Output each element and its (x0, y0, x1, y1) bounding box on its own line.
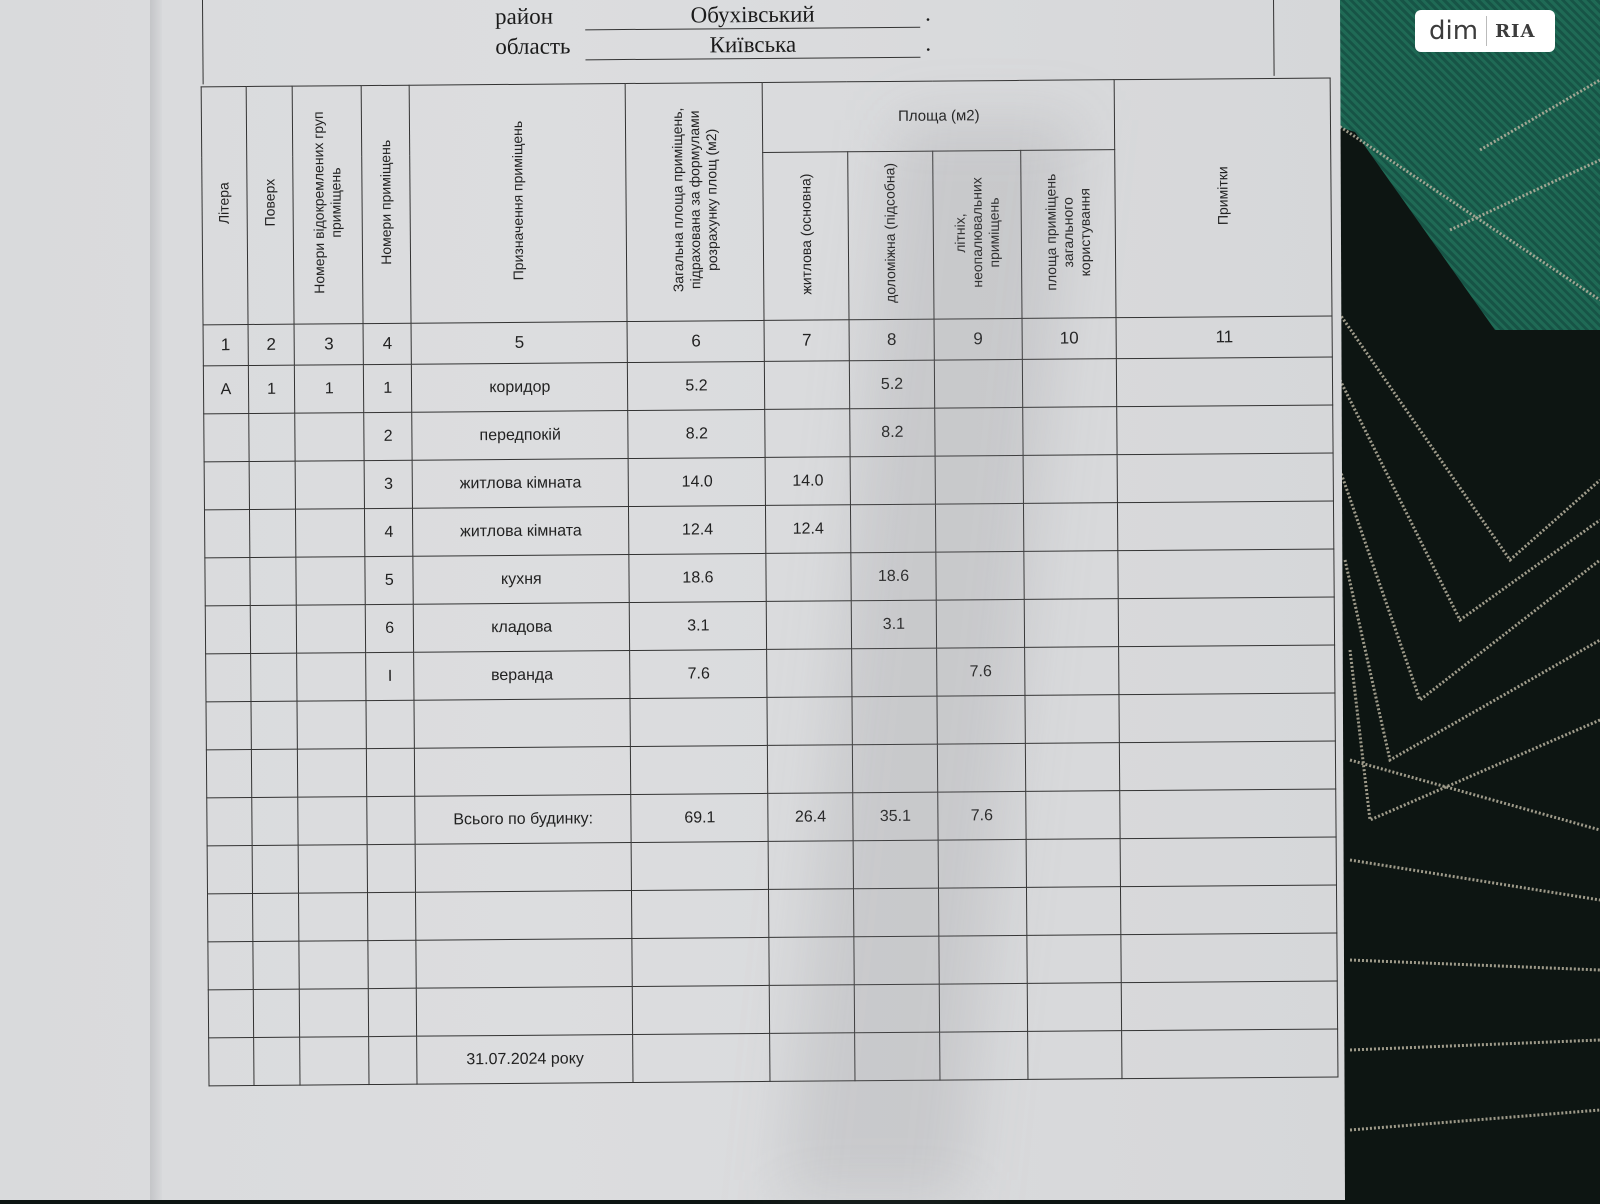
table-cell (369, 988, 417, 1036)
table-cell (298, 797, 367, 846)
table-cell (1120, 741, 1336, 791)
table-cell (204, 413, 249, 461)
header-row-1 (201, 78, 1331, 157)
table-cell: 8.2 (628, 409, 765, 458)
table-cell: 14.0 (629, 457, 766, 506)
col-header-living: житлова (основна) (763, 152, 849, 321)
table-cell (630, 697, 767, 746)
inventory-document (180, 0, 1339, 1204)
table-cell (767, 601, 852, 650)
table-cell: І (366, 652, 414, 700)
table-cell (1024, 647, 1119, 696)
rayon-value: Обухівський (585, 1, 920, 31)
table-cell: 8.2 (850, 408, 936, 457)
table-cell (1121, 885, 1337, 935)
table-cell (207, 797, 252, 845)
table-cell: 5 (365, 556, 413, 604)
table-cell (206, 701, 251, 749)
rooms-table (201, 77, 1339, 1086)
table-cell (253, 989, 300, 1037)
column-number: 7 (764, 320, 849, 362)
table-cell: 7.6 (938, 791, 1026, 840)
table-cell: 18.6 (851, 552, 937, 601)
table-cell: 35.1 (853, 792, 939, 841)
table-cell (1122, 981, 1338, 1031)
table-cell (633, 1033, 770, 1082)
room-purpose-cell: кладова (413, 603, 630, 653)
table-cell (1117, 357, 1333, 407)
column-number: 5 (411, 322, 628, 365)
table-cell: 1 (364, 364, 412, 412)
table-cell (253, 941, 300, 989)
col-header-room-numbers: Номери приміщень (361, 85, 411, 323)
table-cell (633, 985, 770, 1034)
table-cell: А (203, 365, 248, 413)
table-cell (251, 701, 298, 749)
table-cell (249, 461, 296, 509)
table-cell (300, 989, 369, 1038)
table-cell (1027, 935, 1122, 984)
table-cell (251, 749, 298, 797)
table-cell (366, 700, 414, 748)
column-number: 8 (849, 319, 935, 361)
table-cell (632, 937, 769, 986)
col-header-poverkh: Поверх (246, 86, 295, 324)
table-cell (1119, 693, 1335, 743)
watermark-dim: dim (1429, 16, 1479, 46)
table-cell (1120, 837, 1336, 887)
table-cell: 5.2 (628, 361, 765, 410)
table-cell (299, 941, 368, 990)
table-cell (249, 509, 296, 557)
table-cell (1122, 1029, 1338, 1079)
room-purpose-cell: житлова кімната (412, 459, 629, 509)
table-cell (1118, 501, 1334, 551)
table-cell: 69.1 (631, 793, 768, 842)
table-cell (1025, 743, 1120, 792)
table-cell: 7.6 (937, 647, 1025, 696)
table-cell (250, 557, 297, 605)
table-cell (296, 557, 365, 606)
table-cell (297, 605, 366, 654)
col-header-summer: літніх, неопалювальних приміщень (933, 150, 1022, 319)
table-cell (1024, 599, 1119, 648)
table-cell (1118, 549, 1334, 599)
table-cell: 18.6 (629, 553, 766, 602)
table-row (208, 885, 1337, 942)
table-cell: 12.4 (766, 505, 851, 554)
table-cell (367, 748, 415, 796)
table-cell (1119, 597, 1335, 647)
table-cell (252, 893, 299, 941)
table-cell (204, 461, 249, 509)
table-cell (765, 409, 850, 458)
table-cell (1025, 695, 1120, 744)
column-number: 1 (203, 324, 248, 365)
table-cell: 12.4 (629, 505, 766, 554)
table-cell (1026, 839, 1121, 888)
col-header-litera: Літера (201, 87, 248, 325)
column-number: 10 (1022, 318, 1117, 360)
column-number: 11 (1116, 316, 1332, 359)
table-cell (632, 889, 769, 938)
table-cell: 2 (364, 412, 412, 460)
table-row (209, 1029, 1338, 1086)
room-purpose-cell: кухня (413, 555, 630, 605)
table-cell (1027, 1031, 1122, 1080)
table-cell (632, 841, 769, 890)
table-cell (300, 1037, 369, 1086)
table-cell: 7.6 (630, 649, 767, 698)
oblast-value: Київська (585, 31, 920, 61)
table-cell (298, 749, 367, 798)
room-purpose-cell: веранда (414, 651, 631, 701)
watermark-ria: RIA (1495, 20, 1536, 42)
table-cell: 3 (364, 460, 412, 508)
table-cell: 4 (365, 508, 413, 556)
table-cell (765, 361, 850, 410)
table-cell (1025, 791, 1120, 840)
table-cell (631, 745, 768, 794)
table-cell (1024, 551, 1119, 600)
col-header-auxiliary: доломіжна (підсобна) (848, 151, 935, 320)
table-cell (204, 509, 249, 557)
table-cell: 1 (248, 365, 295, 413)
room-purpose-cell (415, 842, 632, 892)
col-header-notes: Примітки (1115, 78, 1332, 318)
table-cell (368, 940, 416, 988)
table-cell (1117, 405, 1333, 455)
table-cell (299, 893, 368, 942)
table-cell (1027, 983, 1122, 1032)
col-header-groups: Номери відокремлених груп приміщень (292, 86, 363, 325)
column-number: 9 (934, 318, 1022, 360)
oblast-label: область (495, 33, 571, 60)
table-cell (250, 605, 297, 653)
column-number: 4 (363, 323, 411, 364)
table-cell (295, 413, 364, 462)
table-cell (1023, 503, 1118, 552)
table-cell (248, 413, 295, 461)
table-cell (298, 845, 367, 894)
table-cell: 3.1 (851, 600, 937, 649)
room-purpose-cell (414, 699, 631, 749)
oblast-dot: . (925, 30, 932, 56)
table-cell: 1 (295, 365, 364, 414)
table-cell (208, 941, 253, 989)
table-cell (1119, 645, 1335, 695)
dimria-watermark (1415, 10, 1555, 52)
group-header-area: Площа (м2) (763, 80, 1115, 153)
room-purpose-cell: житлова кімната (413, 507, 630, 557)
table-cell (367, 796, 415, 844)
table-cell (297, 701, 366, 750)
table-cell (206, 653, 251, 701)
table-cell: 26.4 (768, 793, 853, 842)
col-header-purpose: Призначення приміщень (409, 84, 627, 324)
room-purpose-cell: Всього по будинку: (415, 794, 632, 844)
table-cell (1117, 453, 1333, 503)
table-cell: 5.2 (849, 360, 935, 409)
rayon-dot: . (925, 0, 931, 26)
column-number: 3 (294, 324, 363, 366)
paper-fold (150, 0, 162, 1200)
table-cell (296, 509, 365, 558)
rayon-label: район (495, 3, 554, 30)
table-cell (1120, 789, 1336, 839)
table-cell (368, 892, 416, 940)
table-cell (369, 1036, 417, 1084)
col-header-common: площа приміщень загального користування (1020, 150, 1116, 319)
watermark-separator (1486, 16, 1487, 46)
col-header-total-area: Загальна площа приміщень, підрахована за формулами розрахунку площ (м2) (626, 82, 765, 321)
room-purpose-cell (414, 746, 631, 796)
table-cell (367, 844, 415, 892)
table-cell (209, 1037, 254, 1085)
table-cell (205, 605, 250, 653)
table-cell: 14.0 (766, 457, 851, 506)
table-cell (1026, 887, 1121, 936)
table-cell (1121, 933, 1337, 983)
table-cell: 6 (366, 604, 414, 652)
table-body (203, 357, 1338, 1086)
table-cell (766, 553, 851, 602)
table-cell (252, 845, 299, 893)
table-cell: 3.1 (630, 601, 767, 650)
room-purpose-cell (416, 986, 633, 1036)
table-cell (205, 557, 250, 605)
room-purpose-cell: передпокій (412, 411, 629, 461)
room-purpose-cell: коридор (411, 363, 628, 413)
table-cell (295, 461, 364, 510)
table-cell (207, 845, 252, 893)
column-number: 6 (627, 320, 764, 362)
table-cell (208, 989, 253, 1037)
column-number: 2 (248, 324, 295, 365)
table-cell (251, 797, 298, 845)
table-cell (253, 1037, 300, 1085)
table-cell (208, 893, 253, 941)
room-purpose-cell (416, 890, 633, 940)
table-cell (206, 749, 251, 797)
table-cell (250, 653, 297, 701)
room-purpose-cell: 31.07.2024 року (417, 1034, 634, 1084)
room-purpose-cell (416, 938, 633, 988)
table-cell (297, 653, 366, 702)
